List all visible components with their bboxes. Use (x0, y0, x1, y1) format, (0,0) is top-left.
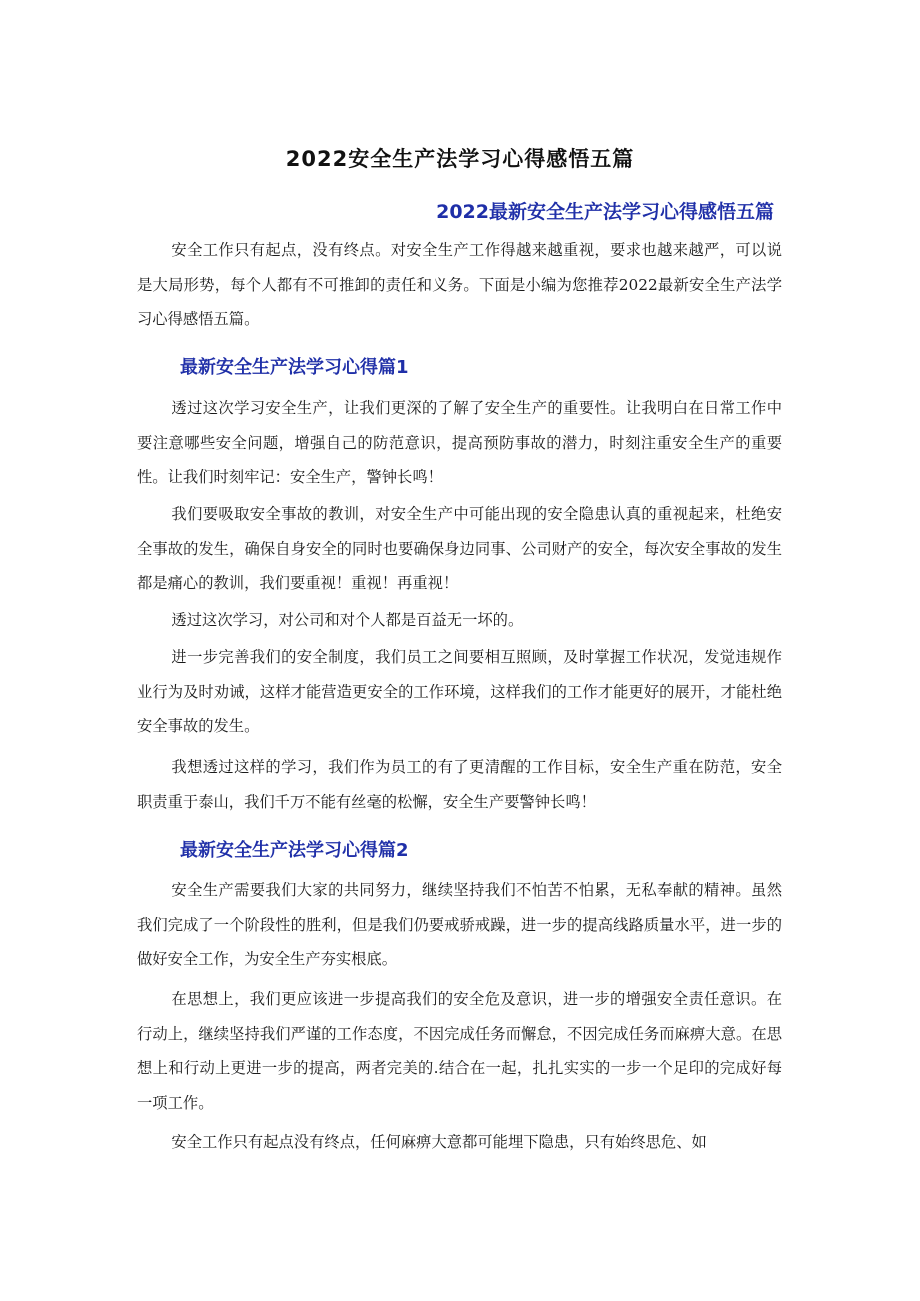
document-subtitle: 2022最新安全生产法学习心得感悟五篇 (436, 201, 774, 223)
section-1-paragraph-2: 我们要吸取安全事故的教训，对安全生产中可能出现的安全隐患认真的重视起来，杜绝安全事故的发生，确保自身安全的同时也要确保身边同事、公司财产的安全，每次安全事故的发生都是痛心的教训，我们要重视！重视！再重视！ (137, 505, 782, 592)
section-1-paragraph-3: 透过这次学习，对公司和对个人都是百益无一坏的。 (171, 611, 524, 629)
section-heading-2: 最新安全生产法学习心得篇2 (180, 840, 409, 861)
section-1-paragraph-4: 进一步完善我们的安全制度，我们员工之间要相互照顾，及时掌握工作状况，发觉违规作业行为及时劝诫，这样才能营造更安全的工作环境，这样我们的工作才能更好的展开，才能杜绝安全事故的发生。 (137, 648, 782, 735)
section-1-paragraph-1: 透过这次学习安全生产，让我们更深的了解了安全生产的重要性。让我明白在日常工作中要注意哪些安全问题，增强自己的防范意识，提高预防事故的潜力，时刻注重安全生产的重要性。让我们时刻牢记：安全生产，警钟长鸣！ (137, 399, 782, 486)
section-2-paragraph-2: 在思想上，我们更应该进一步提高我们的安全危及意识，进一步的增强安全责任意识。在行动上，继续坚持我们严谨的工作态度，不因完成任务而懈怠，不因完成任务而麻痹大意。在思想上和行动上更进一步的提高，两者完美的.结合在一起，扎扎实实的一步一个足印的完成好每一项工作。 (137, 990, 782, 1112)
document-title: 2022安全生产法学习心得感悟五篇 (285, 147, 635, 171)
section-1-paragraph-5: 我想透过这样的学习，我们作为员工的有了更清醒的工作目标，安全生产重在防范，安全职责重于泰山，我们千万不能有丝毫的松懈，安全生产要警钟长鸣！ (137, 758, 782, 811)
section-2-paragraph-1: 安全生产需要我们大家的共同努力，继续坚持我们不怕苦不怕累，无私奉献的精神。虽然我们完成了一个阶段性的胜利，但是我们仍要戒骄戒躁，进一步的提高线路质量水平，进一步的做好安全工作，为安全生产夯实根底。 (137, 881, 782, 968)
section-2-paragraph-3: 安全工作只有起点没有终点，任何麻痹大意都可能埋下隐患，只有始终思危、如 (171, 1133, 707, 1151)
intro-paragraph: 安全工作只有起点，没有终点。对安全生产工作得越来越重视，要求也越来越严，可以说是大局形势，每个人都有不可推卸的责任和义务。下面是小编为您推荐2022最新安全生产法学习心得感悟五篇。 (137, 241, 782, 328)
section-heading-1: 最新安全生产法学习心得篇1 (180, 357, 409, 378)
